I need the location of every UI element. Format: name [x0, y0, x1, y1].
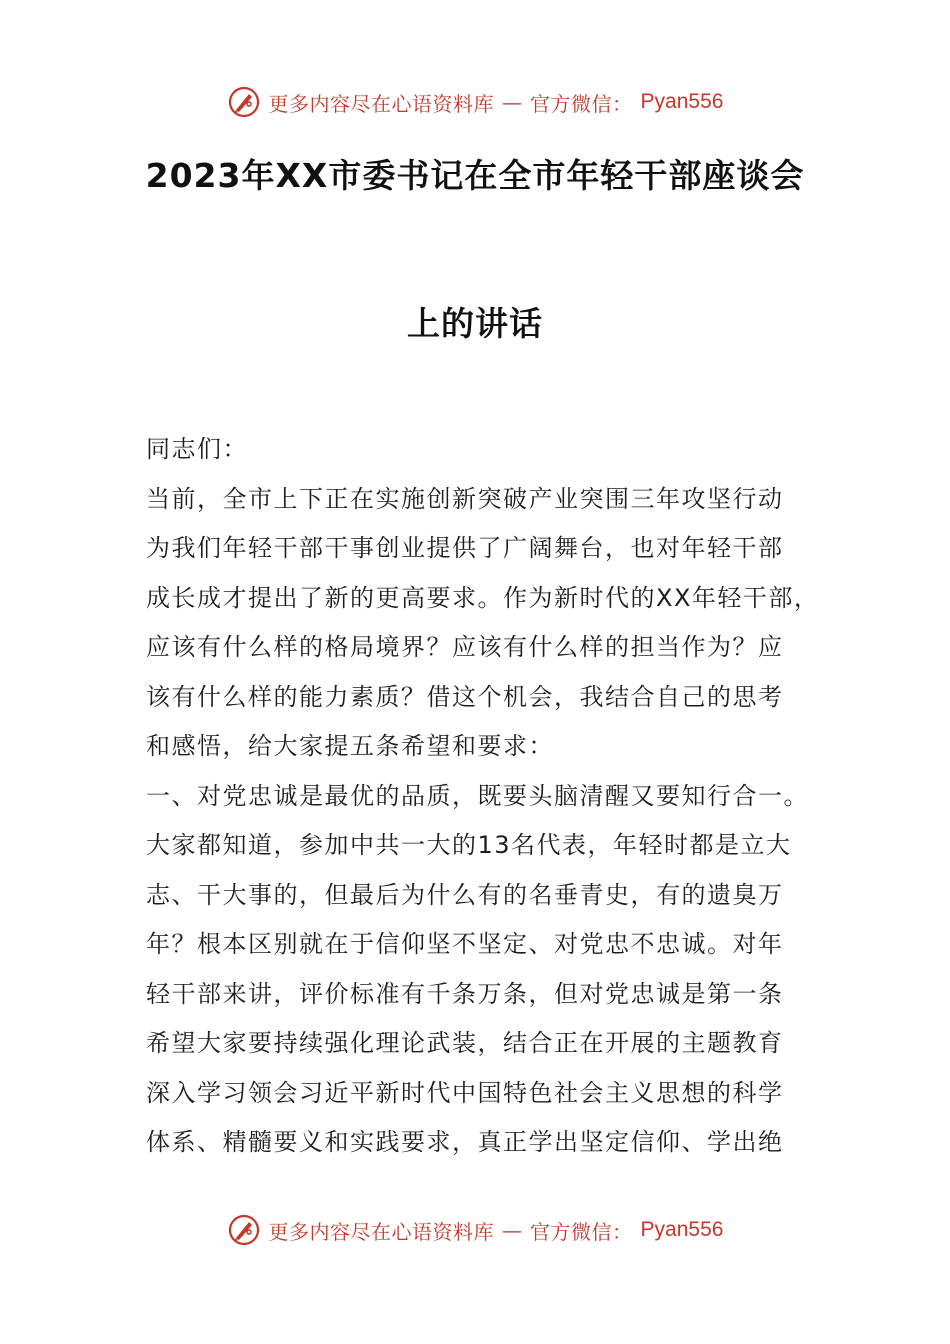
banner-separator: —: [502, 90, 523, 114]
banner-wechat-id: Pyan556: [640, 1218, 724, 1241]
banner-official-label: 官方微信：: [530, 91, 633, 116]
body-line: 大家都知道，参加中共一大的13名代表，年轻时都是立大: [146, 831, 792, 859]
body-line: 年？根本区别就在于信仰坚不坚定、对党忠不忠诚。对年: [146, 930, 784, 958]
body-line: 成长成才提出了新的更高要求。作为新时代的XX年轻干部，: [146, 583, 820, 612]
banner-wechat-id: Pyan556: [640, 90, 724, 113]
banner-separator: —: [502, 1218, 523, 1242]
body-line: 体系、精髓要义和实践要求，真正学出坚定信仰、学出绝: [146, 1128, 784, 1156]
body-line: 为我们年轻干部干事创业提供了广阔舞台，也对年轻干部: [146, 534, 784, 562]
body-line: 希望大家要持续强化理论武装，结合正在开展的主题教育: [146, 1029, 784, 1057]
banner-slogan: 更多内容尽在心语资料库: [268, 1219, 495, 1244]
body-line: 志、干大事的，但最后为什么有的名垂青史，有的遗臭万: [146, 880, 784, 909]
body-line: 和感悟，给大家提五条希望和要求：: [146, 732, 554, 760]
pen-nib-logo-icon: [227, 85, 261, 119]
banner-slogan: 更多内容尽在心语资料库: [268, 91, 495, 116]
document-title-line-2: 上的讲话: [407, 304, 543, 343]
footer-banner: [0, 1210, 950, 1250]
body-line: 应该有什么样的格局境界？应该有什么样的担当作为？应: [146, 633, 784, 661]
body-line: 深入学习领会习近平新时代中国特色社会主义思想的科学: [146, 1078, 784, 1107]
document-body: [146, 425, 820, 1168]
body-line: 当前，全市上下正在实施创新突破产业突围三年攻坚行动: [146, 484, 784, 513]
document-title-line-1: 2023年XX市委书记在全市年轻干部座谈会: [145, 156, 805, 195]
body-line: 该有什么样的能力素质？借这个机会，我结合自己的思考: [146, 682, 784, 711]
body-line: 一、对党忠诚是最优的品质，既要头脑清醒又要知行合一。: [146, 781, 809, 810]
pen-nib-logo-icon: [227, 1213, 261, 1247]
body-line: 同志们：: [146, 435, 248, 463]
header-banner: [0, 82, 950, 122]
body-line: 轻干部来讲，评价标准有千条万条，但对党忠诚是第一条: [146, 979, 784, 1008]
banner-official-label: 官方微信：: [530, 1219, 633, 1244]
